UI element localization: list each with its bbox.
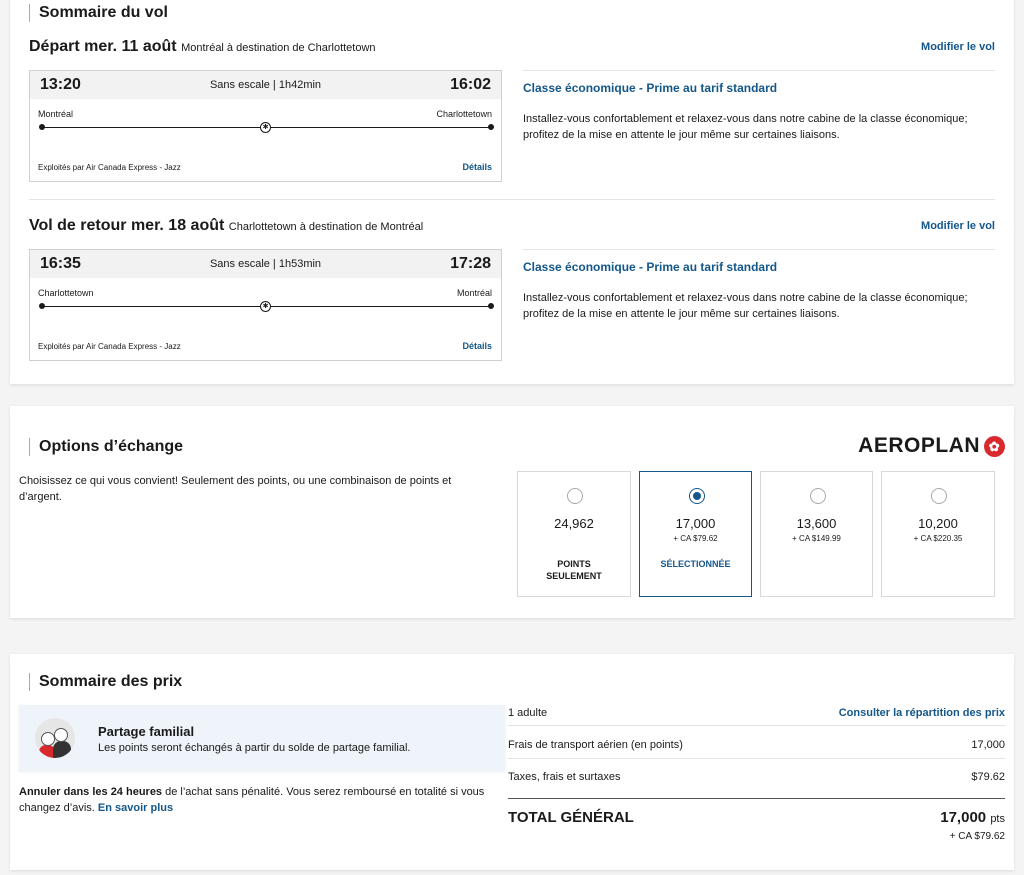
- origin-city: Montréal: [38, 109, 74, 119]
- origin-dot: [39, 124, 45, 130]
- passenger-row: [508, 707, 1005, 719]
- modify-return-button[interactable]: Modifier le vol: [921, 220, 995, 232]
- flight-time-bar: [30, 71, 501, 99]
- cabin-description: Installez-vous confortablement et relaxez-vous dans notre cabine de la classe économique; profitez de la mise en attente le jour même sur certaines liaisons.: [523, 292, 968, 320]
- option-tag-line: SEULEMENT: [546, 571, 602, 581]
- destination-city: Charlottetown: [436, 109, 492, 119]
- cabin-title[interactable]: Classe économique - Prime au tarif standard: [523, 81, 778, 95]
- brand-name: AEROPLAN: [858, 434, 980, 457]
- details-link[interactable]: Détails: [462, 162, 492, 172]
- radio-button[interactable]: [567, 488, 583, 504]
- outbound-date: Départ mer. 11 août: [29, 38, 177, 55]
- departure-time: 16:35: [40, 255, 81, 272]
- operator: Exploités par Air Canada Express - Jazz: [38, 163, 181, 172]
- divider: [508, 798, 1005, 799]
- stops-duration: Sans escale | 1h53min: [209, 258, 322, 270]
- learn-more-link[interactable]: En savoir plus: [97, 802, 174, 814]
- return-route: Charlottetown à destination de Montréal: [228, 221, 424, 233]
- cancellation-policy: [19, 784, 489, 816]
- total-points-value: 17,000: [940, 809, 987, 826]
- outbound-route: Montréal à destination de Charlottetown: [181, 42, 376, 54]
- arrival-time: 16:02: [450, 76, 491, 93]
- option-cash: + CA $79.62: [673, 534, 718, 543]
- divider: [508, 725, 1005, 726]
- option-selected[interactable]: [639, 471, 752, 597]
- return-flight-box[interactable]: [29, 249, 502, 361]
- cancel-bold: Annuler dans les 24 heures: [19, 786, 163, 798]
- return-date: Vol de retour mer. 18 août: [29, 217, 225, 234]
- cancel-text: de l’achat sans pénalité. Vous serez remboursé en totalité si vous changez d’avis.: [19, 786, 485, 814]
- arrival-time: 17:28: [450, 255, 491, 272]
- option-points: 24,962: [554, 516, 594, 531]
- exchange-description: Choisissez ce qui vous convient! Seulement des points, ou une combinaison de points et d’argent.: [19, 475, 452, 503]
- return-heading: [29, 217, 423, 235]
- radio-button[interactable]: [810, 488, 826, 504]
- operator: Exploités par Air Canada Express - Jazz: [38, 342, 181, 351]
- modify-outbound-button[interactable]: Modifier le vol: [921, 41, 995, 53]
- maple-leaf-icon: ✿: [984, 436, 1005, 457]
- total-label: TOTAL GÉNÉRAL: [508, 809, 634, 826]
- flight-time-bar: [30, 250, 501, 278]
- outbound-heading: [29, 38, 376, 56]
- divider: [29, 199, 995, 200]
- section-title: Options d’échange: [29, 438, 183, 456]
- section-title: Sommaire des prix: [29, 673, 182, 691]
- divider: [523, 70, 995, 71]
- cabin-title[interactable]: Classe économique - Prime au tarif standard: [523, 260, 778, 274]
- option-cash: + CA $220.35: [913, 534, 963, 543]
- option-points-cash[interactable]: [881, 471, 995, 597]
- airfare-value: 17,000: [971, 739, 1005, 751]
- taxes-value: $79.62: [971, 771, 1005, 783]
- total-cash: + CA $79.62: [949, 831, 1005, 842]
- passenger-count: 1 adulte: [508, 707, 548, 719]
- destination-city: Montréal: [456, 288, 492, 298]
- departure-time: 13:20: [40, 76, 81, 93]
- airline-logo-icon: ✱: [260, 122, 271, 133]
- family-sharing-text: Les points seront échangés à partir du solde de partage familial.: [98, 742, 411, 754]
- option-tag: [518, 558, 630, 582]
- selected-label: SÉLECTIONNÉE: [660, 559, 731, 569]
- option-cash: + CA $149.99: [792, 534, 841, 543]
- origin-dot: [39, 303, 45, 309]
- section-title: Sommaire du vol: [29, 4, 168, 22]
- price-breakdown-link[interactable]: Consulter la répartition des prix: [838, 707, 1005, 719]
- family-sharing-title: Partage familial: [98, 724, 195, 739]
- stops-duration: Sans escale | 1h42min: [209, 79, 322, 91]
- details-link[interactable]: Détails: [462, 341, 492, 351]
- divider: [523, 249, 995, 250]
- total-points: [940, 809, 1005, 826]
- taxes-label: Taxes, frais et surtaxes: [508, 771, 621, 783]
- option-points: 13,600: [796, 516, 837, 531]
- option-tag-line: POINTS: [557, 559, 591, 569]
- airfare-row: [508, 739, 1005, 751]
- option-points: 17,000: [675, 516, 716, 531]
- radio-button-selected[interactable]: [689, 488, 705, 504]
- destination-dot: [488, 124, 494, 130]
- aeroplan-logo: [858, 434, 1005, 458]
- airline-logo-icon: ✱: [260, 301, 271, 312]
- total-row: [508, 809, 1005, 849]
- option-points-only[interactable]: [517, 471, 631, 597]
- cabin-description: Installez-vous confortablement et relaxez-vous dans notre cabine de la classe économique; profitez de la mise en attente le jour même sur certaines liaisons.: [523, 113, 968, 141]
- taxes-row: [508, 771, 1005, 783]
- option-points: 10,200: [918, 516, 958, 531]
- total-points-unit: pts: [990, 813, 1005, 825]
- destination-dot: [488, 303, 494, 309]
- origin-city: Charlottetown: [38, 288, 94, 298]
- flight-summary-card: [10, 0, 1014, 384]
- option-points-cash[interactable]: [760, 471, 873, 597]
- family-sharing-banner: [19, 705, 505, 771]
- family-avatar-icon: [35, 718, 75, 758]
- divider: [508, 758, 1005, 759]
- outbound-flight-box[interactable]: [29, 70, 502, 182]
- radio-button[interactable]: [931, 488, 947, 504]
- airfare-label: Frais de transport aérien (en points): [508, 739, 683, 751]
